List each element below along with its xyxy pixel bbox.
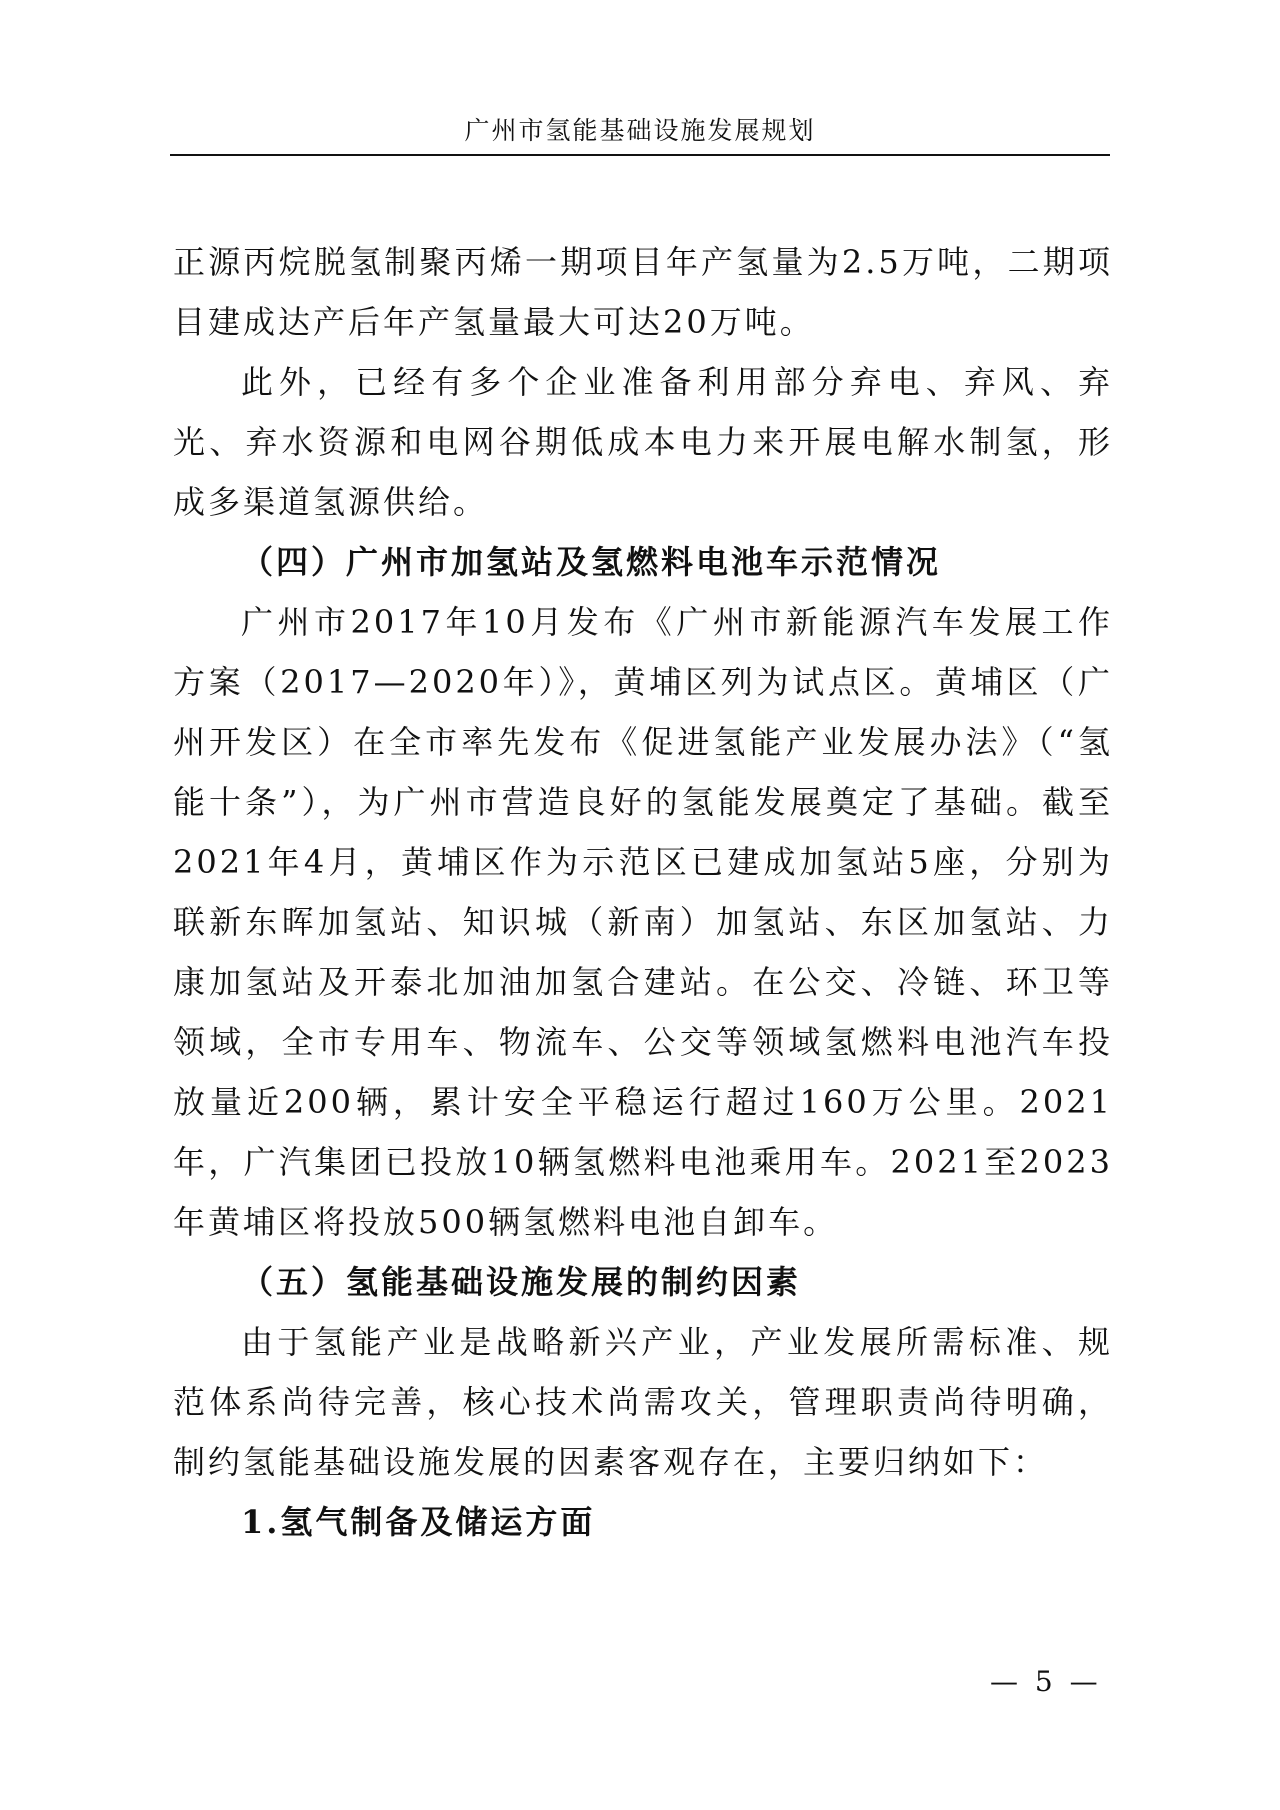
paragraph-hydrogen-output: 正源丙烷脱氢制聚丙烯一期项目年产氢量为2.5万吨，二期项目建成达产后年产氢量最大可达20万吨。 <box>173 243 1113 341</box>
section-heading-4: （四）广州市加氢站及氢燃料电池车示范情况 <box>241 543 942 581</box>
paragraph-electrolysis-sources: 此外，已经有多个企业准备利用部分弃电、弃风、弃光、弃水资源和电网谷期低成本电力来开展电解水制氢，形成多渠道氢源供给。 <box>173 363 1113 521</box>
header-divider <box>170 154 1110 156</box>
paragraph-constraints: 由于氢能产业是战略新兴产业，产业发展所需标准、规范体系尚待完善，核心技术尚需攻关，管理职责尚待明确，制约氢能基础设施发展的因素客观存在，主要归纳如下： <box>173 1323 1113 1481</box>
document-body <box>173 232 1113 1552</box>
section-heading-5: （五）氢能基础设施发展的制约因素 <box>241 1263 802 1301</box>
subsection-heading-1: 1.氢气制备及储运方面 <box>241 1503 596 1541</box>
running-header-title: 广州市氢能基础设施发展规划 <box>464 116 816 145</box>
paragraph-demonstration: 广州市2017年10月发布《广州市新能源汽车发展工作方案（2017—2020年）》，黄埔区列为试点区。黄埔区（广州开发区）在全市率先发布《促进氢能产业发展办法》（“氢能十条”），为广州市营造良好的氢能发展奠定了基础。截至2021年4月，黄埔区作为示范区已建成加氢站5座，分别为联新东晖加氢站、知识城（新南）加氢站、东区加氢站、力康加氢站及开泰北加油加氢合建站。在公交、冷链、环卫等领域，全市专用车、物流车、公交等领域氢燃料电池汽车投放量近200辆，累计安全平稳运行超过160万公里。2021年，广汽集团已投放10辆氢燃料电池乘用车。2021至2023年黄埔区将投放500辆氢燃料电池自卸车。 <box>173 603 1113 1241</box>
page-number: — 5 — <box>990 1665 1102 1698</box>
